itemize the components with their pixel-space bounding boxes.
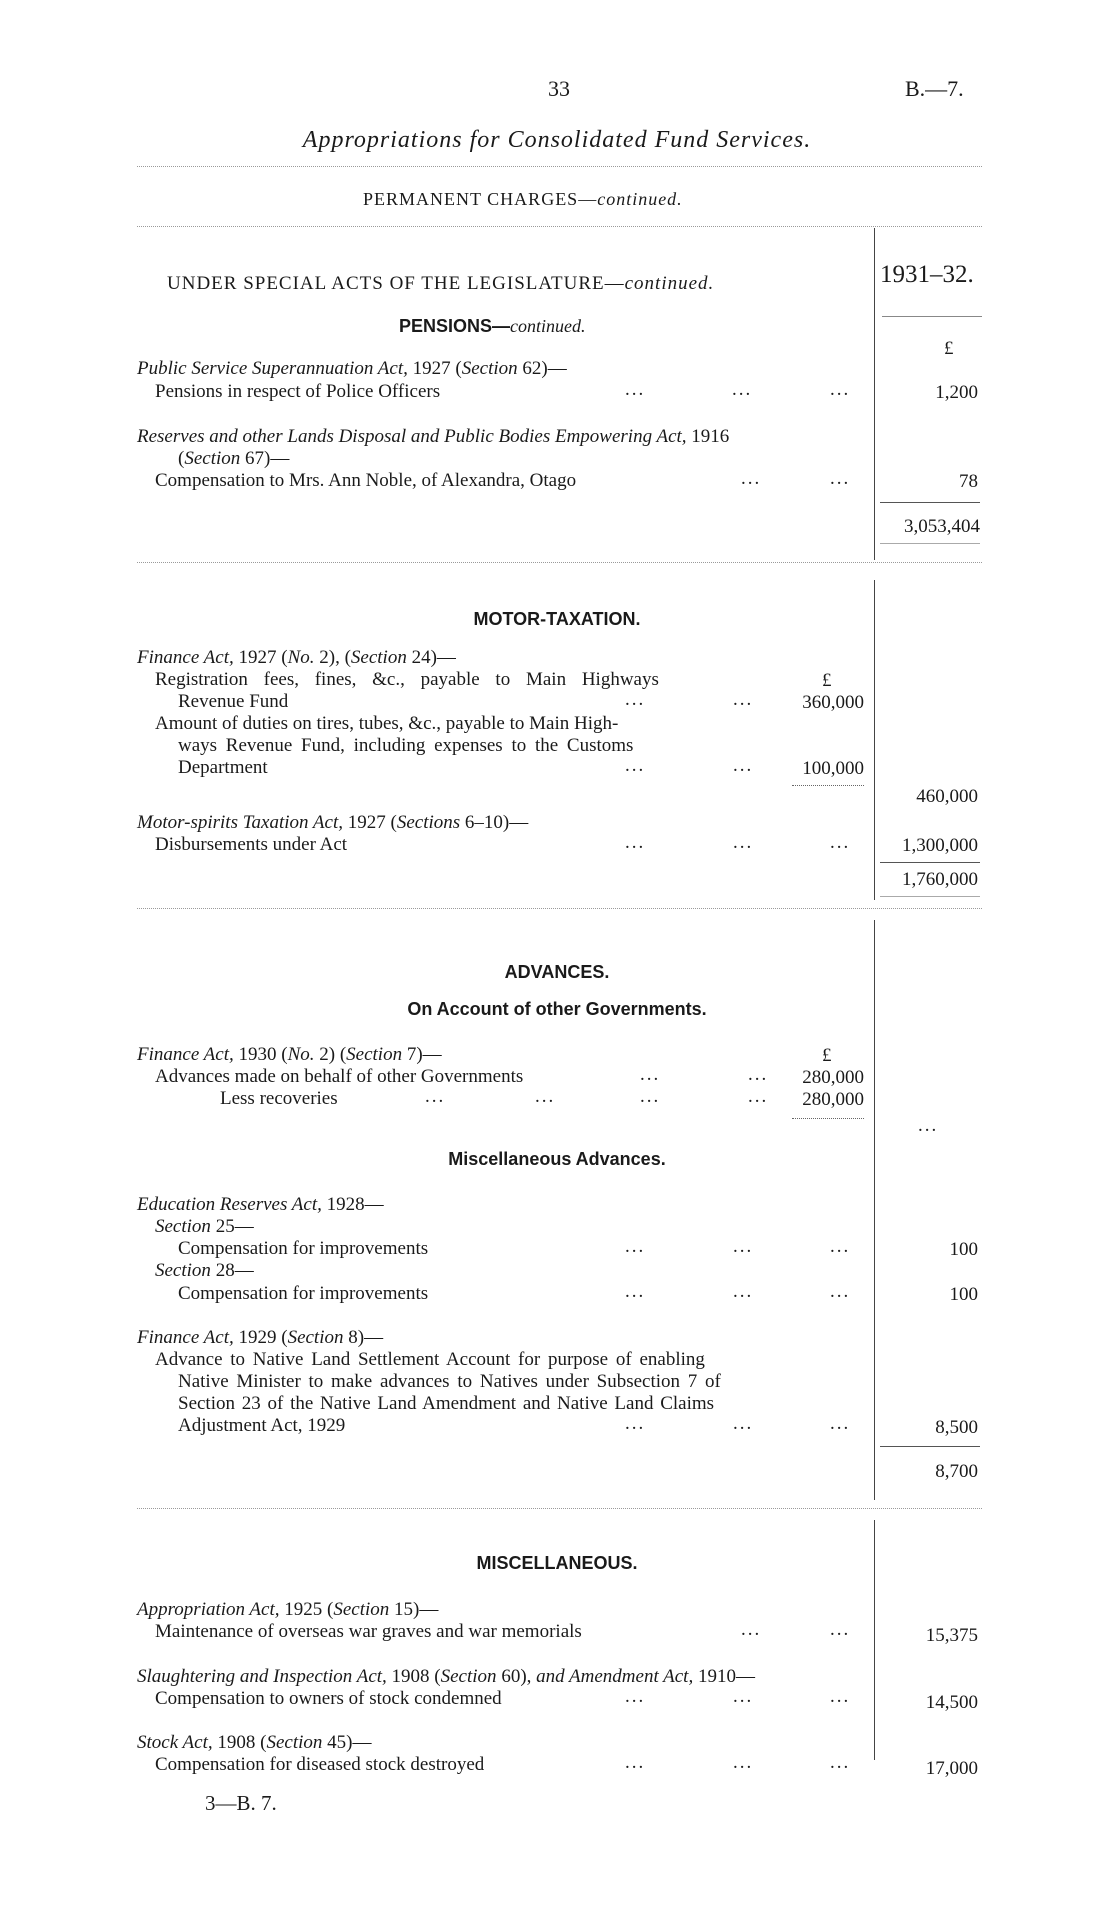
leader-dots: ...	[625, 1413, 646, 1434]
act-reserves-section	[178, 449, 289, 468]
section-rule	[137, 562, 982, 563]
leader-dots: ...	[425, 1086, 446, 1107]
amendment-act-year: 1910—	[693, 1666, 755, 1687]
leader-dots: ...	[733, 1281, 754, 1302]
act-public-service-superannuation	[137, 359, 567, 378]
act-year: 1908 (	[386, 1666, 441, 1687]
leader-dots: ...	[748, 1086, 769, 1107]
section-28	[155, 1261, 254, 1280]
act-name: Finance Act,	[137, 1044, 234, 1065]
act-finance-1930	[137, 1045, 442, 1064]
act-reserves-lands-disposal	[137, 427, 729, 446]
total-underline	[880, 896, 980, 897]
act-no-word: No.	[287, 647, 315, 668]
leader-dots: ...	[625, 689, 646, 710]
section-word: Section	[155, 1260, 211, 1281]
act-year: 1929 (	[233, 1327, 288, 1348]
amendment-act-name: and Amendment Act,	[536, 1666, 694, 1687]
act-name: Finance Act,	[137, 647, 234, 668]
leader-dots: ...	[830, 1619, 851, 1640]
paren: (	[178, 448, 185, 469]
motor-taxation-heading: MOTOR-TAXATION.	[473, 609, 641, 629]
section-subtitle	[363, 190, 683, 208]
heading-continued: continued.	[624, 273, 715, 294]
year-underline	[882, 316, 982, 317]
currency-pound: £	[822, 670, 832, 691]
section-number: 25—	[210, 1216, 254, 1237]
item-registration-fees-line1: Registration fees, fines, &c., payable to Main Highways	[155, 669, 659, 690]
act-name: Reserves and other Lands Disposal and Public Bodies Empowering Act,	[137, 426, 687, 447]
act-stock-1908	[137, 1733, 371, 1752]
act-education-reserves	[137, 1195, 384, 1214]
act-no-word: No.	[287, 1044, 315, 1065]
act-no: 2) (	[314, 1044, 347, 1065]
amount-noble-compensation: 78	[959, 471, 978, 492]
pensions-continued: continued.	[510, 316, 586, 336]
leader-dots: ...	[733, 755, 754, 776]
amount-compensation-improvements-25: 100	[949, 1239, 978, 1260]
act-section-word: Section	[287, 1327, 344, 1348]
leader-dots: ...	[741, 1619, 762, 1640]
amount-police-pensions: 1,200	[935, 382, 978, 403]
amount-war-graves: 15,375	[925, 1625, 978, 1646]
leader-dots: ...	[830, 832, 851, 853]
leader-dots: ...	[625, 1686, 646, 1707]
act-section-word: Section	[350, 647, 407, 668]
item-police-pensions: Pensions in respect of Police Officers	[155, 381, 441, 402]
subtotal-rule	[792, 785, 864, 786]
act-year: 1930 (	[233, 1044, 288, 1065]
leader-dots: ...	[625, 1236, 646, 1257]
item-less-recoveries: Less recoveries	[220, 1088, 338, 1109]
amount-duties-tires: 100,000	[802, 758, 864, 779]
pensions-main: PENSIONS—	[399, 316, 511, 336]
item-native-land-line2: Native Minister to make advances to Natives under Subsection 7 of	[178, 1371, 721, 1392]
leader-dots: ...	[733, 1236, 754, 1257]
item-advances-other-governments: Advances made on behalf of other Governments	[155, 1066, 524, 1087]
leader-dots: ...	[830, 1413, 851, 1434]
act-section-number: 60),	[496, 1666, 537, 1687]
act-year: 1927 (	[343, 812, 397, 833]
subtitle-rule	[137, 226, 982, 227]
act-section-number: 6–10)—	[460, 812, 529, 833]
pensions-heading	[399, 317, 586, 335]
total-special-acts: 3,053,404	[904, 516, 980, 537]
act-slaughtering-inspection	[137, 1667, 755, 1686]
act-year: 1916	[686, 426, 730, 447]
leader-dots: ...	[830, 468, 851, 489]
section-word: Section	[155, 1216, 211, 1237]
item-diseased-stock: Compensation for diseased stock destroyed	[155, 1754, 485, 1775]
act-name: Motor-spirits Taxation Act,	[137, 812, 344, 833]
section-rule	[137, 1508, 982, 1509]
item-war-graves: Maintenance of overseas war graves and war memorials	[155, 1621, 582, 1642]
act-name: Slaughtering and Inspection Act,	[137, 1666, 387, 1687]
act-name: Appropriation Act,	[137, 1599, 280, 1620]
item-stock-condemned: Compensation to owners of stock condemned	[155, 1688, 502, 1709]
other-governments-heading: On Account of other Governments.	[407, 999, 707, 1019]
act-motor-spirits-taxation	[137, 813, 528, 832]
total-underline	[880, 543, 980, 544]
leader-dots: ...	[535, 1086, 556, 1107]
leader-dots: ...	[830, 1236, 851, 1257]
act-section-number: 67)—	[240, 448, 290, 469]
act-year: 1925 (	[279, 1599, 334, 1620]
leader-dots: ...	[640, 1064, 661, 1085]
act-year: 1928—	[321, 1194, 384, 1215]
act-section-number: 8)—	[343, 1327, 384, 1348]
leader-dots: ...	[830, 379, 851, 400]
section-rule	[137, 908, 982, 909]
act-section-number: 62)—	[517, 358, 567, 379]
act-section-number: 45)—	[322, 1732, 372, 1753]
amount-registration-fees: 360,000	[802, 692, 864, 713]
column-rule-2	[874, 580, 875, 900]
act-section-word: Section	[461, 358, 518, 379]
subtitle-main: PERMANENT CHARGES—	[363, 189, 598, 209]
miscellaneous-advances-heading: Miscellaneous Advances.	[448, 1149, 666, 1169]
net-advances-nil: ...	[918, 1115, 939, 1136]
act-section-word: Sections	[396, 812, 461, 833]
leader-dots: ...	[640, 1086, 661, 1107]
total-advances: 8,700	[935, 1461, 978, 1482]
amount-diseased-stock: 17,000	[925, 1758, 978, 1779]
amount-compensation-improvements-28: 100	[949, 1284, 978, 1305]
act-section-word: Section	[346, 1044, 403, 1065]
document-reference: B.—7.	[905, 76, 964, 101]
column-rule-1	[874, 228, 875, 560]
year-header: 1931–32.	[880, 261, 974, 288]
act-section-number: 7)—	[402, 1044, 442, 1065]
leader-dots: ...	[733, 832, 754, 853]
item-duties-tires-line1: Amount of duties on tires, tubes, &c., payable to Main High-	[155, 713, 619, 734]
total-rule	[880, 502, 980, 503]
heading-main: UNDER SPECIAL ACTS OF THE LEGISLATURE—	[167, 273, 625, 294]
total-rule	[880, 862, 980, 863]
item-duties-tires-line3: Department	[178, 757, 268, 778]
total-motor-taxation: 1,760,000	[902, 869, 978, 890]
act-year: 1908 (	[212, 1732, 267, 1753]
leader-dots: ...	[732, 379, 753, 400]
amount-native-land-advance: 8,500	[935, 1417, 978, 1438]
subtitle-continued: continued.	[597, 189, 683, 209]
subtotal-finance-1927: 460,000	[916, 786, 978, 807]
currency-pound: £	[944, 338, 954, 359]
leader-dots: ...	[830, 1686, 851, 1707]
leader-dots: ...	[830, 1281, 851, 1302]
act-finance-1929	[137, 1328, 383, 1347]
item-native-land-line4: Adjustment Act, 1929	[178, 1415, 346, 1436]
leader-dots: ...	[748, 1064, 769, 1085]
net-rule	[792, 1118, 864, 1119]
advances-heading: ADVANCES.	[504, 962, 610, 982]
act-section-word: Section	[184, 448, 241, 469]
currency-pound: £	[822, 1045, 832, 1066]
item-native-land-line3: Section 23 of the Native Land Amendment and Native Land Claims	[178, 1393, 715, 1414]
leader-dots: ...	[733, 1686, 754, 1707]
act-section-number: 15)—	[389, 1599, 439, 1620]
page-number: 33	[548, 76, 570, 101]
leader-dots: ...	[741, 468, 762, 489]
item-compensation-improvements-25: Compensation for improvements	[178, 1238, 429, 1259]
leader-dots: ...	[733, 689, 754, 710]
amount-stock-condemned: 14,500	[925, 1692, 978, 1713]
act-year: 1927 (	[233, 647, 288, 668]
leader-dots: ...	[625, 1752, 646, 1773]
leader-dots: ...	[625, 755, 646, 776]
leader-dots: ...	[625, 379, 646, 400]
leader-dots: ...	[830, 1752, 851, 1773]
item-noble-compensation: Compensation to Mrs. Ann Noble, of Alexandra, Otago	[155, 470, 577, 491]
section-heading-special-acts	[167, 274, 714, 293]
printer-signature: 3—B. 7.	[205, 1791, 277, 1815]
item-registration-fees-line2: Revenue Fund	[178, 691, 289, 712]
item-native-land-line1: Advance to Native Land Settlement Account for purpose of enabling	[155, 1349, 705, 1370]
amount-disbursements: 1,300,000	[902, 835, 978, 856]
act-year: 1927 (	[407, 358, 462, 379]
act-finance-1927	[137, 648, 456, 667]
item-compensation-improvements-28: Compensation for improvements	[178, 1283, 429, 1304]
act-name: Public Service Superannuation Act,	[137, 358, 408, 379]
act-name: Finance Act,	[137, 1327, 234, 1348]
page-title: Appropriations for Consolidated Fund Services.	[302, 127, 812, 153]
act-section-word: Section	[266, 1732, 323, 1753]
header-rule	[137, 166, 982, 167]
section-25	[155, 1217, 254, 1236]
item-disbursements: Disbursements under Act	[155, 834, 348, 855]
section-number: 28—	[210, 1260, 254, 1281]
total-rule	[880, 1446, 980, 1447]
act-name: Education Reserves Act,	[137, 1194, 322, 1215]
leader-dots: ...	[625, 832, 646, 853]
leader-dots: ...	[625, 1281, 646, 1302]
item-duties-tires-line2: ways Revenue Fund, including expenses to the Customs	[178, 735, 634, 756]
amount-advances-other-governments: 280,000	[802, 1067, 864, 1088]
act-section-word: Section	[440, 1666, 497, 1687]
leader-dots: ...	[733, 1752, 754, 1773]
act-name: Stock Act,	[137, 1732, 213, 1753]
amount-less-recoveries: 280,000	[802, 1089, 864, 1110]
act-no: 2), (	[314, 647, 351, 668]
miscellaneous-heading: MISCELLANEOUS.	[476, 1553, 638, 1573]
act-section-word: Section	[333, 1599, 390, 1620]
act-section-number: 24)—	[406, 647, 456, 668]
act-appropriation-1925	[137, 1600, 438, 1619]
leader-dots: ...	[733, 1413, 754, 1434]
